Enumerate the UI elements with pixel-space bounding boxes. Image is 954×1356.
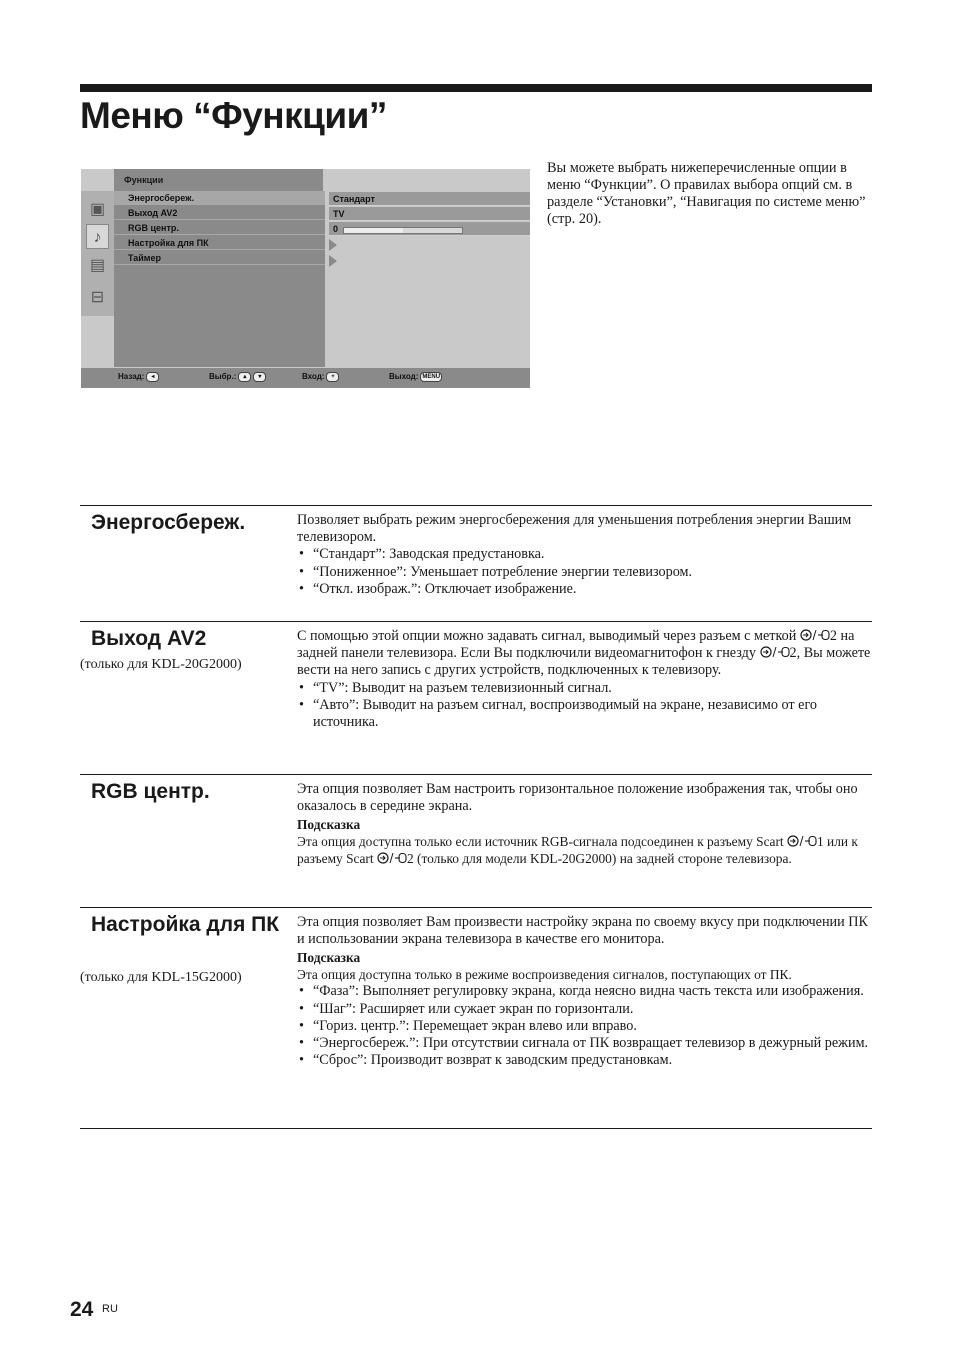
pc-hint-title: Подсказка	[297, 950, 361, 966]
pc-hint: Эта опция доступна только в режиме воспроизведения сигналов, поступающих от ПК.	[297, 967, 792, 983]
energy-desc: Позволяет выбрать режим энергосбережения для уменьшения потребления энергии Вашим телевизором.	[297, 512, 852, 546]
list-item: • “Авто”: Выводит на разъем сигнал, воспроизводимый на экране, независимо от его источника.	[297, 697, 872, 731]
pc-options	[297, 983, 872, 1069]
features-icon: ▤	[89, 257, 106, 274]
rgb-hint-part: 1 или к разъему Scart	[297, 834, 858, 867]
section-pc	[80, 907, 872, 1129]
rgb-hint-part: 2 (только для модели KDL-20G2000) на задней стороне телевизора.	[406, 851, 792, 867]
section-title-av2: Выход AV2	[91, 627, 207, 650]
rgb-hint-part: Эта опция доступна только если источник RGB-сигнала подсоединен к разъему Scart	[297, 834, 784, 850]
pc-desc: Эта опция позволяет Вам произвести настройку экрана по своему вкусу при подключении ПК и использовании экрана телевизора в качестве его монитора.	[297, 914, 868, 948]
osd-value-av2: TV	[329, 207, 530, 221]
av2-options	[297, 680, 872, 732]
osd-icon-bar	[81, 191, 114, 316]
list-item: • “Стандарт”: Заводская предустановка.	[297, 546, 872, 563]
top-rule	[80, 84, 872, 92]
picture-icon: ▣	[89, 201, 106, 218]
osd-value-energy: Стандарт	[329, 192, 530, 206]
scart-connector-icon	[377, 852, 407, 864]
osd-arrow-right-icon	[329, 255, 337, 267]
down-key-icon: ▾	[253, 372, 266, 382]
energy-options	[297, 546, 872, 598]
rgb-desc: Эта опция позволяет Вам настроить горизонтальное положение изображения так, чтобы оно оказалось в середине экрана.	[297, 781, 858, 815]
osd-item-panel	[114, 191, 325, 367]
list-item: • “Шаг”: Расширяет или сужает экран по горизонтали.	[297, 1001, 872, 1018]
osd-item-energy[interactable]: Энергосбереж.	[114, 191, 325, 205]
osd-menu-screenshot	[81, 169, 530, 388]
section-body-rgb	[297, 781, 872, 867]
scart-connector-icon	[800, 629, 830, 641]
section-body-pc	[297, 914, 872, 1069]
section-title-energy: Энергосбереж.	[91, 511, 246, 534]
av2-desc	[297, 628, 872, 680]
osd-footer-select: Выбр.:	[209, 372, 237, 381]
section-body-av2	[297, 628, 872, 731]
osd-footer-back: Назад:	[118, 372, 145, 381]
osd-footer	[81, 368, 530, 388]
list-item: • “Пониженное”: Уменьшает потребление энергии телевизором.	[297, 564, 872, 581]
up-key-icon: ▴	[238, 372, 251, 382]
list-item: • “Откл. изображ.”: Отключает изображение.	[297, 581, 872, 598]
back-key-icon: ◂	[146, 372, 159, 382]
osd-arrow-right-icon	[329, 239, 337, 251]
osd-footer-exit: Выход:	[389, 372, 419, 381]
menu-key-icon: MENU	[422, 373, 441, 380]
section-body-energy	[297, 512, 872, 598]
list-item: • “Фаза”: Выполняет регулировку экрана, когда неясно видна часть текста или изображения.	[297, 983, 872, 1000]
rgb-hint	[297, 833, 872, 867]
osd-item-av2[interactable]: Выход AV2	[114, 206, 325, 220]
list-item: • “TV”: Выводит на разъем телевизионный сигнал.	[297, 680, 872, 697]
enter-key-icon: +	[326, 372, 339, 382]
section-av2	[80, 621, 872, 775]
osd-rgb-slider[interactable]	[343, 227, 463, 234]
sound-icon: ♪	[86, 224, 109, 249]
rgb-hint-title: Подсказка	[297, 817, 361, 833]
bottom-rule	[80, 1128, 872, 1129]
page-number: 24	[70, 1298, 94, 1321]
section-title-rgb: RGB центр.	[91, 780, 210, 803]
section-note-pc: (только для KDL-15G2000)	[80, 970, 242, 985]
setup-icon: ⊟	[90, 289, 105, 306]
osd-tab-title: Функции	[114, 169, 323, 191]
scart-connector-icon	[787, 835, 817, 847]
osd-item-timer[interactable]: Таймер	[114, 251, 325, 265]
page-language: RU	[102, 1303, 118, 1315]
section-energy	[80, 505, 872, 622]
section-title-pc: Настройка для ПК	[91, 913, 280, 936]
page-title: Меню “Функции”	[80, 95, 387, 136]
list-item: • “Сброс”: Производит возврат к заводским предустановкам.	[297, 1052, 872, 1069]
av2-desc-part: 2 на задней панели телевизора. Если Вы подключили видеомагнитофон к гнезду	[297, 628, 855, 662]
osd-value-rgb: 0	[329, 222, 530, 236]
av2-desc-part: 2, Вы можете вести на него запись с других устройств, подключенных к телевизору.	[297, 645, 871, 679]
list-item: • “Энергосбереж.”: При отсутствии сигнала от ПК возвращает телевизор в дежурный режим.	[297, 1035, 872, 1052]
osd-item-pc[interactable]: Настройка для ПК	[114, 236, 325, 250]
intro-text: Вы можете выбрать нижеперечисленные опции в меню “Функции”. О правилах выбора опций см. в разделе “Установки”, “Навигация по системе меню” (стр. 20).	[547, 160, 866, 227]
section-rgb	[80, 774, 872, 908]
section-note-av2: (только для KDL-20G2000)	[80, 657, 242, 672]
scart-connector-icon	[760, 646, 790, 658]
list-item: • “Гориз. центр.”: Перемещает экран влево или вправо.	[297, 1018, 872, 1035]
av2-desc-part: С помощью этой опции можно задавать сигнал, выводимый через разъем с меткой	[297, 628, 797, 644]
osd-footer-enter: Вход:	[302, 372, 325, 381]
osd-item-rgb[interactable]: RGB центр.	[114, 221, 325, 235]
